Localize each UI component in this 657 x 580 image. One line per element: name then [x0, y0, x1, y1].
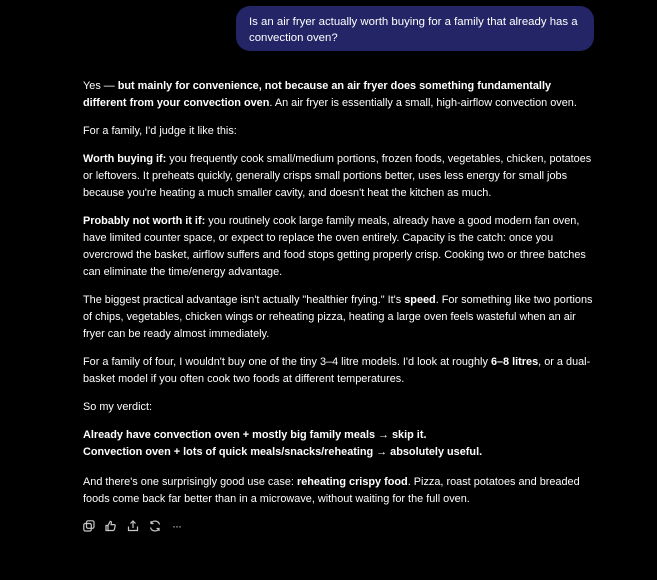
reheat-bold: reheating crispy food — [296, 476, 408, 488]
not-worth-bold: Probably not worth it if: — [83, 215, 206, 227]
user-message-line: convection oven? — [249, 32, 338, 44]
answer-reheat — [83, 474, 597, 508]
more-button[interactable] — [170, 519, 183, 532]
reheat-rest: . Pizza, roast potatoes and breaded foods come back far better than in a microwave, without waiting for the full oven. — [83, 476, 580, 505]
size-lead: For a family of four, I wouldn't buy one of the tiny 3–4 litre models. I'd look at roughly — [83, 356, 491, 368]
answer-size — [83, 354, 597, 388]
not-worth-rest: you routinely cook large family meals, already have a good modern fan oven, have limited counter space, or expect to replace the oven entirely. Capacity is the catch: once you overcrowd the basket, airflow suffers and food stops getting properly crisp. Cooking two or three batches can eliminate the time/energy advantage. — [83, 215, 586, 278]
worth-bold: Worth buying if: — [83, 153, 167, 165]
assistant-answer — [83, 78, 597, 519]
worth-rest: you frequently cook small/medium portions, frozen foods, vegetables, chicken, potatoes or leftovers. It preheats quickly, generally crisps small portions better, uses less energy for small jobs because you're heating a much smaller cavity, and doesn't heat the kitchen as much. — [83, 153, 592, 199]
more-icon: ··· — [172, 518, 181, 533]
user-message-bubble — [236, 6, 594, 51]
share-icon — [127, 520, 139, 532]
share-button[interactable] — [126, 519, 139, 532]
answer-not-worth — [83, 213, 597, 281]
verdict-skip: Already have convection oven + mostly big family meals → skip it. — [83, 429, 427, 441]
answer-verdicts — [83, 427, 597, 461]
intro-lead: Yes — — [83, 80, 118, 92]
feedback-button[interactable] — [104, 519, 117, 532]
answer-speed — [83, 292, 597, 343]
speed-lead: The biggest practical advantage isn't actually "healthier frying." It's — [83, 294, 405, 306]
size-bold: 6–8 litres — [490, 356, 539, 368]
intro-bold: but mainly for convenience, not because an air fryer does something fundamentally different from your convection oven — [83, 80, 552, 109]
size-rest: , or a dual-basket model if you often cook two foods at different temperatures. — [83, 356, 591, 385]
speed-rest: . For something like two portions of chips, vegetables, chicken wings or reheating pizza, heating a large oven feels wasteful when an air fryer can be ready almost immediately. — [83, 294, 593, 340]
reheat-lead: And there's one surprisingly good use case: — [83, 476, 297, 488]
copy-button[interactable] — [82, 519, 95, 532]
answer-intro — [83, 78, 597, 112]
copy-icon — [83, 520, 95, 532]
regenerate-icon — [149, 520, 161, 532]
speed-bold: speed — [404, 294, 436, 306]
verdict-useful: Convection oven + lots of quick meals/snacks/reheating → absolutely useful. — [83, 446, 483, 458]
thumbs-icon — [105, 520, 117, 532]
answer-judge: For a family, I'd judge it like this: — [83, 125, 237, 137]
intro-rest: . An air fryer is essentially a small, high-airflow convection oven. — [269, 97, 577, 109]
user-message-line: Is an air fryer actually worth buying for a family that already has a — [249, 16, 578, 28]
message-actions — [82, 519, 183, 532]
answer-verdict-intro: So my verdict: — [83, 401, 152, 413]
answer-worth — [83, 151, 597, 202]
regenerate-button[interactable] — [148, 519, 161, 532]
